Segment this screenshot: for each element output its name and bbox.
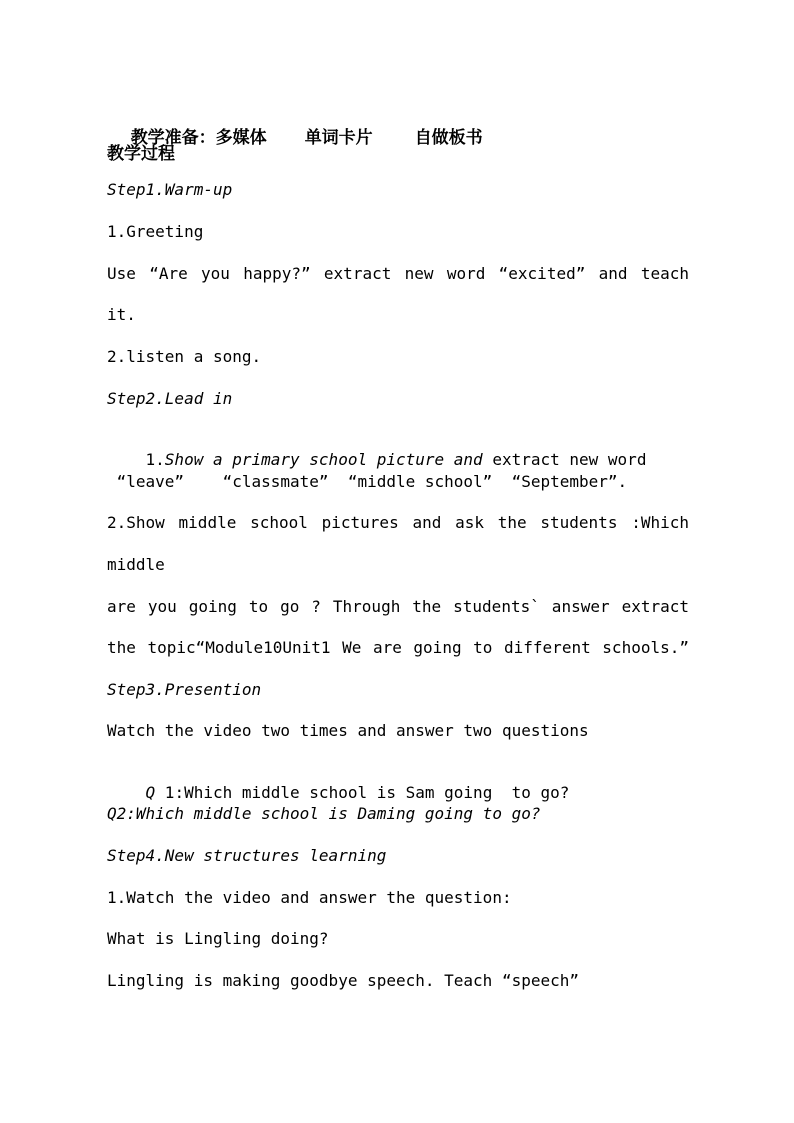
s1-use-line1: Use “Are you happy?” extract new word “excited” and teach (107, 264, 689, 283)
step1-title: Step1.Warm-up (107, 180, 233, 199)
teaching-process-title: 教学过程 (107, 144, 175, 164)
step4-title: Step4.New structures learning (107, 846, 387, 865)
s2-item1-rest: extract new word (482, 450, 647, 469)
s2-item2-line3: are you going to go ? Through the students` answer extract (107, 597, 689, 616)
s2-words: “leave” “classmate” “middle school” “September”. (107, 472, 628, 491)
s3-watch: Watch the video two times and answer two questions (107, 721, 589, 740)
prep-item-board: 自做板书 (414, 128, 483, 148)
s3-q1-rest: 1:Which middle school is Sam going to go? (155, 783, 570, 802)
step2-title: Step2.Lead in (107, 389, 233, 408)
s4-answer: Lingling is making goodbye speech. Teach “speech” (107, 971, 580, 990)
prep-label: 教学准备：多媒体 (130, 128, 267, 148)
s2-item1-prefix: 1. (145, 450, 165, 469)
s1-song: 2.listen a song. (107, 347, 262, 366)
s3-q2: Q2:Which middle school is Daming going to go? (107, 804, 541, 823)
s2-item2-line4: the topic“Module10Unit1 We are going to different schools.” (107, 638, 689, 657)
s1-greeting: 1.Greeting (107, 222, 204, 241)
s2-item2-line1: 2.Show middle school pictures and ask the students :Which (107, 513, 689, 532)
prep-item-word-cards: 单词卡片 (304, 128, 373, 148)
s4-question: What is Lingling doing? (107, 929, 329, 948)
s1-use-line2: it. (107, 305, 136, 324)
step3-title: Step3.Presention (107, 680, 262, 699)
s2-item1-italic: Show a primary school picture and (164, 450, 483, 469)
s4-item1: 1.Watch the video and answer the question: (107, 888, 512, 907)
s3-q1-prefix: Q (145, 783, 156, 802)
s2-item2-line2: middle (107, 555, 165, 574)
